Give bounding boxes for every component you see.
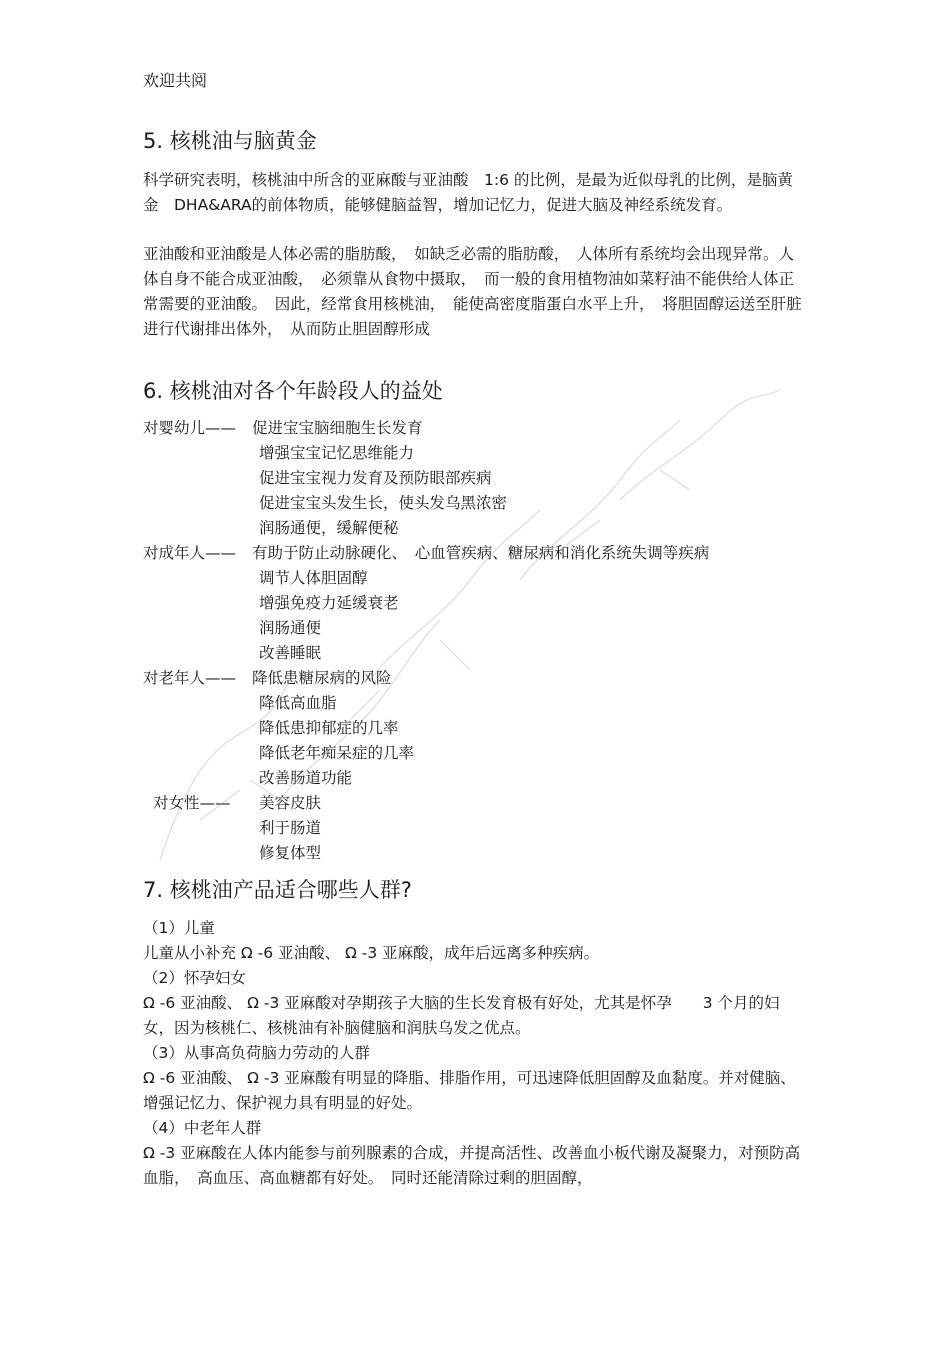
- group-text-mental-workers: Ω -6 亚油酸、 Ω -3 亚麻酸有明显的降脂、排脂作用，可迅速降低胆固醇及血黏度。并对健脑、增强记忆力、保护视力具有明显的好处。: [143, 1069, 796, 1112]
- group-label-women: 对女性——: [153, 794, 231, 812]
- benefit-item: 有助于防止动脉硬化、 心血管疾病、糖尿病和消化系统失调等疾病: [252, 544, 710, 562]
- benefit-item: 降低高血脂: [259, 694, 337, 712]
- benefit-item: 润肠通便，缓解便秘: [259, 519, 399, 537]
- benefit-item: 促进宝宝视力发育及预防眼部疾病: [259, 469, 492, 487]
- benefit-item: 降低老年痴呆症的几率: [259, 744, 415, 762]
- page-header: 欢迎共阅: [143, 71, 208, 90]
- section-5-paragraph-2: 亚油酸和亚油酸是人体必需的脂肪酸， 如缺乏必需的脂肪酸， 人体所有系统均会出现异常。人体自身不能合成亚油酸， 必须靠从食物中摄取， 而一般的食用植物油如菜籽油不能供给人体正常需要的亚油酸。 因此，经常食用核桃油， 能使高密度脂蛋白水平上升， 将胆固醇运送至肝脏进行代谢排出体外， 从而防止胆固醇形成: [143, 245, 802, 338]
- group-text-pregnant: Ω -6 亚油酸、 Ω -3 亚麻酸对孕期孩子大脑的生长发育极有好处，尤其是怀孕 3 个月的妇女，因为核桃仁、核桃油有补脑健脑和润肤乌发之优点。: [143, 994, 780, 1037]
- group-label-adults: 对成年人——: [143, 544, 237, 562]
- group-label-infants: 对婴幼儿——: [143, 419, 237, 437]
- benefit-item: 增强免疫力延缓衰老: [259, 594, 399, 612]
- benefit-item: 降低患糖尿病的风险: [252, 669, 392, 687]
- group-heading-mental-workers: （3）从事高负荷脑力劳动的人群: [143, 1044, 370, 1062]
- benefit-item: 修复体型: [259, 844, 322, 862]
- benefit-item: 增强宝宝记忆思维能力: [259, 444, 415, 462]
- section-5-paragraph-1: 科学研究表明，核桃油中所含的亚麻酸与亚油酸 1:6 的比例，是最为近似母乳的比例，是脑黄金 DHA&ARA的前体物质，能够健脑益智，增加记忆力，促进大脑及神经系统发育。: [143, 171, 793, 214]
- benefit-item: 改善睡眠: [259, 644, 322, 662]
- group-text-middle-aged: Ω -3 亚麻酸在人体内能参与前列腺素的合成，并提高活性、改善血小板代谢及凝聚力，对预防高血脂， 高血压、高血糖都有好处。 同时还能清除过剩的胆固醇，: [143, 1144, 801, 1187]
- section-5-title: 5. 核桃油与脑黄金: [143, 129, 317, 153]
- section-6-title: 6. 核桃油对各个年龄段人的益处: [143, 379, 443, 403]
- benefit-item: 促进宝宝脑细胞生长发育: [252, 419, 423, 437]
- group-heading-pregnant: （2）怀孕妇女: [143, 969, 246, 987]
- section-7-title: 7. 核桃油产品适合哪些人群?: [143, 878, 412, 902]
- benefit-item: 改善肠道功能: [259, 769, 353, 787]
- benefit-item: 润肠通便: [259, 619, 322, 637]
- group-label-elderly: 对老年人——: [143, 669, 237, 687]
- benefit-item: 促进宝宝头发生长，使头发乌黑浓密: [259, 494, 508, 512]
- benefit-item: 美容皮肤: [259, 794, 322, 812]
- benefit-item: 利于肠道: [259, 819, 322, 837]
- watermark-stamp: [140, 380, 800, 900]
- benefit-item: 降低患抑郁症的几率: [259, 719, 399, 737]
- benefit-item: 调节人体胆固醇: [259, 569, 368, 587]
- group-heading-children: （1）儿童: [143, 919, 215, 937]
- group-text-children: 儿童从小补充 Ω -6 亚油酸、 Ω -3 亚麻酸，成年后远离多种疾病。: [143, 944, 600, 962]
- group-heading-middle-aged: （4）中老年人群: [143, 1119, 262, 1137]
